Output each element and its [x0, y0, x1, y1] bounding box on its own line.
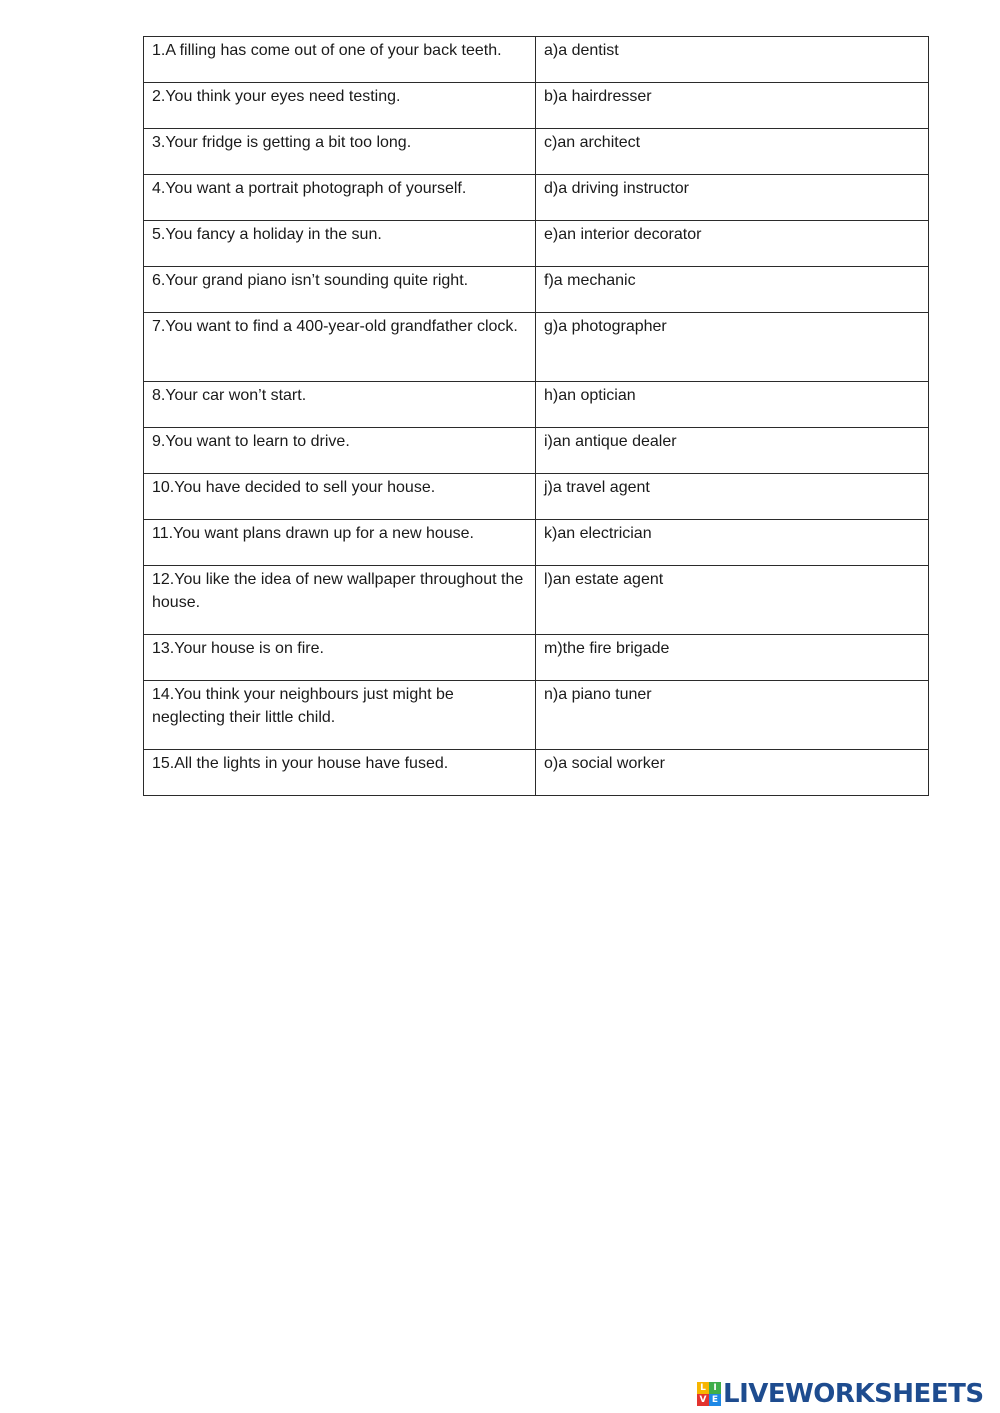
situation-cell: 12.You like the idea of new wallpaper throughout the house. [144, 566, 536, 635]
situation-cell: 4.You want a portrait photograph of yourself. [144, 175, 536, 221]
professional-cell: o)a social worker [536, 750, 929, 796]
professional-cell: h)an optician [536, 382, 929, 428]
situation-cell: 13.Your house is on fire. [144, 635, 536, 681]
professional-cell: f)a mechanic [536, 267, 929, 313]
table-row [144, 175, 929, 221]
liveworksheets-logo[interactable] [697, 1377, 984, 1411]
table-row [144, 83, 929, 129]
situation-cell: 11.You want plans drawn up for a new house. [144, 520, 536, 566]
logo-mark-letter: L [697, 1382, 709, 1394]
professional-cell: n)a piano tuner [536, 681, 929, 750]
situation-cell: 10.You have decided to sell your house. [144, 474, 536, 520]
professional-cell: l)an estate agent [536, 566, 929, 635]
situation-cell: 7.You want to find a 400-year-old grandfather clock. [144, 313, 536, 382]
situation-cell: 1.A filling has come out of one of your back teeth. [144, 37, 536, 83]
table-row [144, 566, 929, 635]
situation-cell: 15.All the lights in your house have fused. [144, 750, 536, 796]
table-row [144, 129, 929, 175]
matching-table [143, 36, 929, 796]
situation-cell: 9.You want to learn to drive. [144, 428, 536, 474]
professional-cell: b)a hairdresser [536, 83, 929, 129]
table-row [144, 750, 929, 796]
professional-cell: c)an architect [536, 129, 929, 175]
logo-text: LIVEWORKSHEETS [723, 1379, 984, 1409]
logo-mark-letter: I [709, 1382, 721, 1394]
professional-cell: a)a dentist [536, 37, 929, 83]
table-row [144, 428, 929, 474]
table-row [144, 681, 929, 750]
situation-cell: 2.You think your eyes need testing. [144, 83, 536, 129]
table-row [144, 382, 929, 428]
professional-cell: i)an antique dealer [536, 428, 929, 474]
table-row [144, 635, 929, 681]
table-row [144, 221, 929, 267]
professional-cell: k)an electrician [536, 520, 929, 566]
situation-cell: 5.You fancy a holiday in the sun. [144, 221, 536, 267]
situation-cell: 14.You think your neighbours just might be neglecting their little child. [144, 681, 536, 750]
professional-cell: e)an interior decorator [536, 221, 929, 267]
professional-cell: d)a driving instructor [536, 175, 929, 221]
situation-cell: 6.Your grand piano isn’t sounding quite right. [144, 267, 536, 313]
professional-cell: m)the fire brigade [536, 635, 929, 681]
table-row [144, 520, 929, 566]
logo-mark-letter: V [697, 1394, 709, 1406]
professional-cell: g)a photographer [536, 313, 929, 382]
professional-cell: j)a travel agent [536, 474, 929, 520]
table-row [144, 313, 929, 382]
table-row [144, 474, 929, 520]
logo-mark-icon [697, 1382, 721, 1406]
situation-cell: 3.Your fridge is getting a bit too long. [144, 129, 536, 175]
logo-mark-letter: E [709, 1394, 721, 1406]
table-row [144, 267, 929, 313]
table-row [144, 37, 929, 83]
situation-cell: 8.Your car won’t start. [144, 382, 536, 428]
